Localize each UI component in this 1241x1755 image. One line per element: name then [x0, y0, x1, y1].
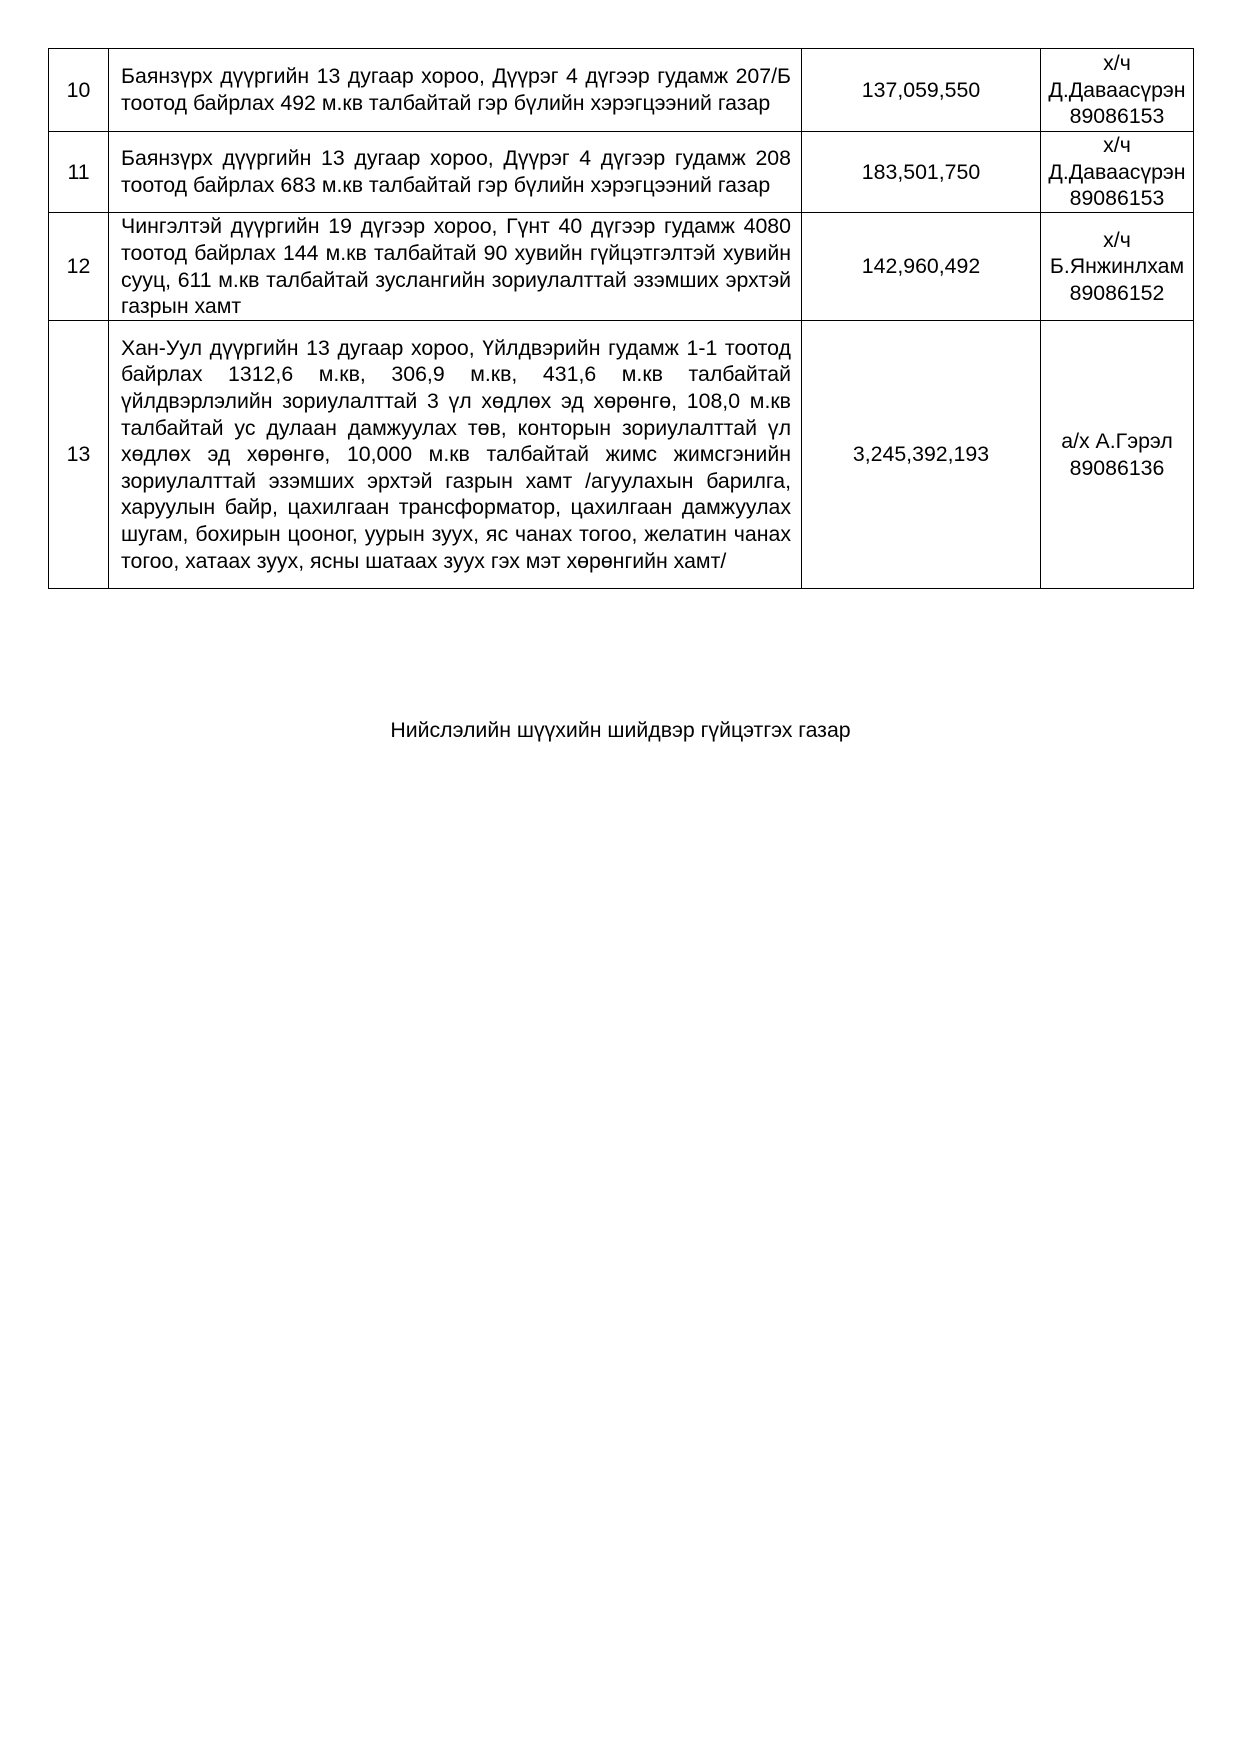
row-number: 13: [49, 321, 109, 589]
property-amount: 183,501,750: [802, 132, 1041, 213]
property-description: Чингэлтэй дүүргийн 19 дүгээр хороо, Гүнт 40 дүгээр гудамж 4080 тоотод байрлах 144 м.кв талбайтай 90 хувийн гүйцэтгэлтэй хувийн сууц, 611 м.кв талбайтай зуслангийн зориулалттай эзэмших эрхтэй газрын хамт: [109, 213, 802, 321]
contact-name: Б.Янжинлхам: [1049, 254, 1185, 279]
table-row: [49, 132, 1194, 213]
table-row: [49, 213, 1194, 321]
property-amount: 142,960,492: [802, 213, 1041, 321]
table-row: [49, 321, 1194, 589]
property-description: Баянзүрх дүүргийн 13 дугаар хороо, Дүүрэг 4 дүгээр гудамж 208 тоотод байрлах 683 м.кв талбайтай гэр бүлийн хэрэгцээний газар: [109, 132, 802, 213]
contact-title: х/ч: [1103, 227, 1131, 252]
property-description: Баянзүрх дүүргийн 13 дугаар хороо, Дүүрэг 4 дүгээр гудамж 207/Б тоотод байрлах 492 м.кв талбайтай гэр бүлийн хэрэгцээний газар: [109, 49, 802, 132]
property-table: [48, 48, 1194, 589]
table-row: [49, 49, 1194, 132]
row-number: 10: [49, 49, 109, 132]
contact-phone: 89086153: [1069, 104, 1165, 129]
row-number: 12: [49, 213, 109, 321]
contact-cell: [1041, 49, 1194, 132]
contact-title: х/ч: [1103, 133, 1131, 158]
contact-phone: 89086152: [1069, 280, 1165, 305]
property-description: Хан-Уул дүүргийн 13 дугаар хороо, Үйлдвэрийн гудамж 1-1 тоотод байрлах 1312,6 м.кв, 306,9 м.кв, 431,6 м.кв талбайтай үйлдвэрлэлийн зориулалттай 3 үл хөдлөх эд хөрөнгө, 108,0 м.кв талбайтай ус дулаан дамжуулах төв, конторын зориулалттай үл хөдлөх эд хөрөнгө, 10,000 м.кв талбайтай жимс жимсгэнийн зориулалттай эзэмших эрхтэй газрын хамт /агуулахын барилга, харуулын байр, цахилгаан трансформатор, цахилгаан дамжуулах шугам, бохирын цооног, уурын зуух, яс чанах тогоо, желатин чанах тогоо, хатаах зуух, ясны шатаах зуух гэх мэт хөрөнгийн хамт/: [109, 321, 802, 589]
contact-cell: [1041, 321, 1194, 589]
row-number: 11: [49, 132, 109, 213]
contact-phone: 89086153: [1069, 186, 1165, 211]
contact-name: а/х А.Гэрэл: [1061, 428, 1173, 453]
contact-phone: 89086136: [1069, 455, 1165, 480]
property-amount: 137,059,550: [802, 49, 1041, 132]
organization-signature: Нийслэлийн шүүхийн шийдвэр гүйцэтгэх газар: [390, 718, 851, 742]
property-amount: 3,245,392,193: [802, 321, 1041, 589]
contact-cell: [1041, 132, 1194, 213]
contact-cell: [1041, 213, 1194, 321]
contact-name: Д.Даваасүрэн: [1048, 77, 1186, 102]
contact-name: Д.Даваасүрэн: [1048, 159, 1186, 184]
contact-title: х/ч: [1103, 51, 1131, 76]
